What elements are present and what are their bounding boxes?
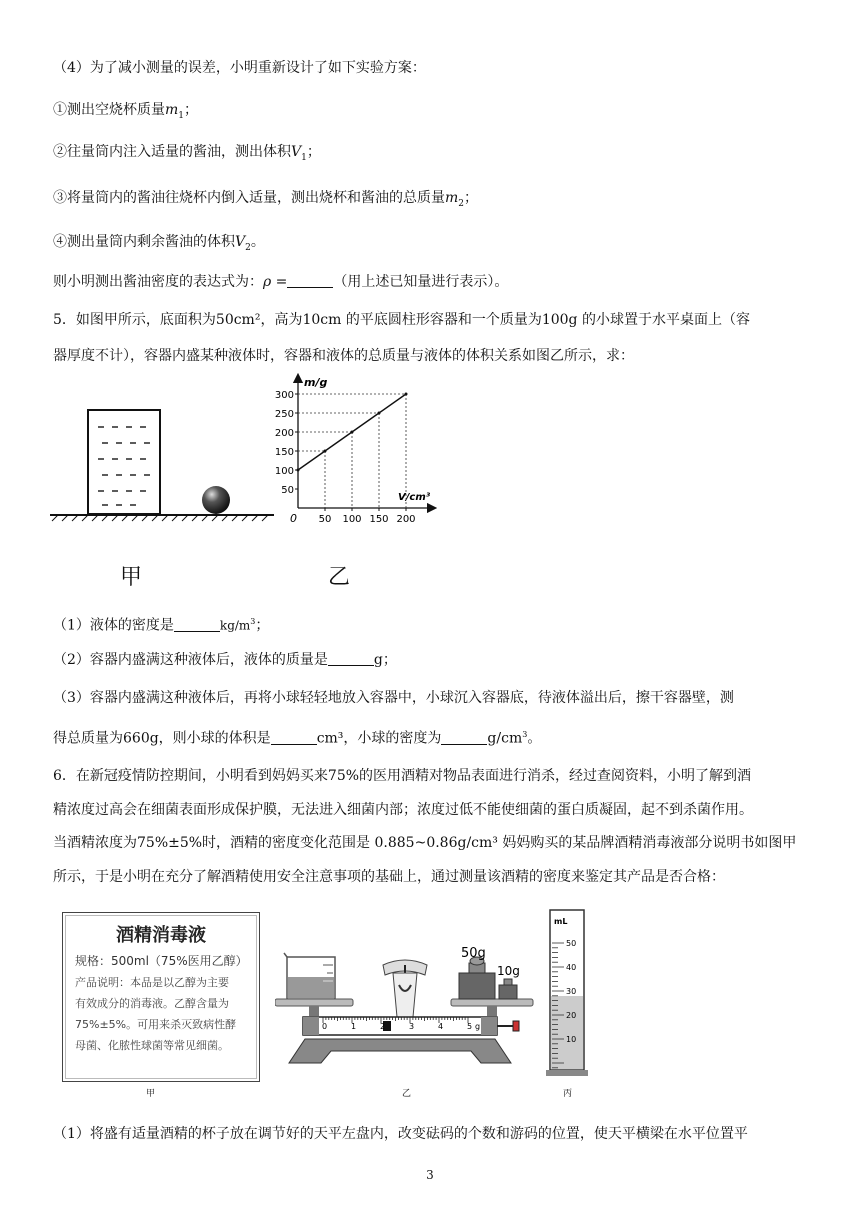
product-label-text: 75%±5%。可用来杀灭致病性酵 [75,1018,237,1031]
answer-blank [328,651,374,666]
q5-sub1: （1）液体的密度是 $kg/m^3$； [53,617,270,634]
part4-step1: ①测出空烧杯质量$m_1$； [53,102,199,121]
x-axis-label: V/cm³ [398,492,431,503]
cylinder-mark: 30 [566,987,577,996]
q5-line1: 5．如图甲所示，底面积为50cm²，高为10cm 的平底圆柱形容器和一个质量为100g 的小球置于水平桌面上（容 [53,312,750,328]
cylinder-mark: 50 [566,939,577,948]
product-label-spec: 规格：500ml（75%医用乙醇） [75,954,248,968]
q6-line4: 所示，于是小明在充分了解酒精使用安全注意事项的基础上，通过测量该酒精的密度来鉴定其产品是否合格： [53,869,725,885]
q6-line1: 6．在新冠疫情防控期间，小明看到妈妈买来75%的医用酒精对物品表面进行消杀，经过查阅资料，小明了解到酒 [53,768,752,784]
product-label-text: 有效成分的消毒液。乙醇含量为 [75,997,229,1010]
x-tick-label: 150 [369,514,389,525]
data-point [405,393,408,396]
q6-line3: 当酒精浓度为75%±5%时，酒精的密度变化范围是 0.885~0.86g/cm³ 妈妈购买的某品牌酒精消毒液部分说明书如图甲 [53,835,797,851]
y-axis-label: m/g [304,376,328,389]
weight-50g [459,957,495,999]
weight-10g-label: 10g [497,964,520,978]
fig-jia-caption: 甲 [120,565,143,590]
q5-sub3-line2: 得总质量为660g，则小球的体积是 cm³，小球的密度为 $g/cm^3$。 [53,730,542,747]
scale-mark: 4 [438,1022,444,1031]
y-tick-label: 300 [274,390,294,401]
q6-sub1: （1）将盛有适量酒精的杯子放在调节好的天平左盘内，改变砝码的个数和游码的位置，使天平横梁在水平位置平 [53,1126,748,1142]
data-point [297,469,300,472]
x-tick-label: 200 [396,514,416,525]
scale-mark: 2 [380,1022,386,1031]
scale-mark: 3 [409,1022,415,1031]
part4-intro: （4）为了减小测量的误差，小明重新设计了如下实验方案： [53,60,426,76]
part4-step2: ②往量筒内注入适量的酱油，测出体积$V_1$； [53,144,321,163]
data-point [351,431,354,434]
q6-line2: 精浓度过高会在细菌表面形成保护膜，无法进入细菌内部；浓度过低不能使细菌的蛋白质凝固，起不到杀菌作用。 [53,802,753,818]
q5-line2: 器厚度不计），容器内盛某种液体时，容器和液体的总质量与液体的体积关系如图乙所示，求： [53,348,634,364]
q5-sub3-line1: （3）容器内盛满这种液体后，再将小球轻轻地放入容器中，小球沉入容器底，待液体溢出后，擦干容器壁，测 [53,690,734,706]
beaker [284,953,335,999]
x-tick-label: 100 [342,514,362,525]
weight-50g-label: 50g [461,946,486,961]
ball [202,486,230,514]
y-tick-label: 150 [274,447,294,458]
y-tick-label: 50 [281,485,294,496]
product-label-title: 酒精消毒液 [116,925,206,946]
origin-label: 0 [290,512,297,525]
figure-jia [50,405,275,525]
answer-blank [174,617,220,632]
caption-bing: 丙 [563,1089,573,1099]
answer-blank [441,730,487,745]
q5-sub2: （2）容器内盛满这种液体后，液体的质量是 g； [53,652,397,668]
part4-step4: ④测出量筒内剩余酱油的体积$V_2$。 [53,234,265,253]
part4-expression: 则小明测出酱油密度的表达式为：ρ = （用上述已知量进行表示）。 [53,274,509,290]
weight-10g [499,979,517,999]
scale-mark: 0 [322,1022,328,1031]
graduated-cylinder [544,906,592,1078]
fig-yi-caption: 乙 [328,565,351,590]
cylinder-unit: mL [554,917,568,926]
balance-figure [275,935,535,1075]
answer-blank [287,273,333,288]
x-tick-label: 50 [318,514,332,525]
pointer-scale [383,960,427,1017]
y-tick-label: 200 [274,428,294,439]
cylinder-mark: 10 [566,1035,577,1044]
caption-yi: 乙 [402,1089,412,1099]
product-label-text: 母菌、化脓性球菌等常见细菌。 [75,1039,229,1052]
left-pan [275,999,353,1006]
caption-jia: 甲 [146,1089,156,1099]
cylinder-mark: 40 [566,963,577,972]
page-number: 3 [426,1168,434,1182]
y-tick-label: 100 [274,466,294,477]
balance-base [289,1039,511,1063]
scale-mark: 1 [351,1022,357,1031]
data-point [324,450,327,453]
product-label-box [62,912,260,1082]
scale-mark: 5 [467,1022,473,1031]
scale-unit: g [475,1022,481,1031]
right-pan [451,999,533,1006]
data-point [378,412,381,415]
product-label-text: 产品说明：本品是以乙醇为主要 [75,976,229,989]
y-tick-label: 250 [274,409,294,420]
part4-step3: ③将量筒内的酱油往烧杯内倒入适量，测出烧杯和酱油的总质量$m_2$； [53,190,479,209]
answer-blank [271,730,317,745]
cylinder-mark: 20 [566,1011,577,1020]
container [88,410,160,514]
figure-yi-graph [270,372,440,532]
